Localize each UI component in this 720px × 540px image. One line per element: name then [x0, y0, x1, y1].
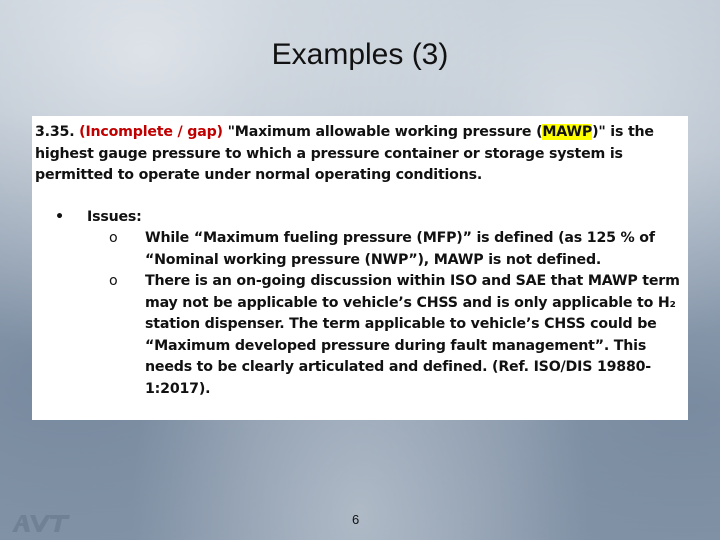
avt-logo	[10, 512, 72, 534]
sub-bullet-icon: o	[109, 230, 118, 246]
sub-item-text: There is an on-going discussion within ISO and SAE that MAWP term may not be applicable to vehicle’s CHSS and is only applicable to H₂ station dispenser. The term applicable to vehicle’s CHSS could be “Maximum developed pressure during fault management”. This needs to be clearly articulated and defined. (Ref. ISO/DIS 19880-1:2017).	[145, 273, 680, 397]
highlighted-term: MAWP	[542, 124, 593, 140]
document-excerpt	[32, 116, 688, 420]
sub-item-text: While “Maximum fueling pressure (MFP)” is defined (as 125 % of “Nominal working pressure (NWP”), MAWP is not defined.	[145, 230, 655, 268]
sub-list-item	[109, 271, 682, 400]
sub-bullet-icon: o	[109, 273, 118, 289]
sub-list-item	[109, 228, 682, 271]
issues-label: Issues:	[87, 208, 142, 225]
bullet-icon: •	[55, 208, 64, 225]
issues-list-item	[35, 207, 682, 229]
definition-text-part2: )" is the highest gauge pressure to which a pressure container or storage system is permitted to operate under normal operating conditions.	[35, 124, 654, 183]
page-number: 6	[352, 512, 360, 527]
definition-text-part1: "Maximum allowable working pressure (	[227, 124, 543, 140]
definition-paragraph	[35, 122, 682, 187]
section-number: 3.35.	[35, 124, 75, 140]
slide-title: Examples (3)	[271, 38, 449, 71]
status-tag: (Incomplete / gap)	[79, 124, 223, 140]
